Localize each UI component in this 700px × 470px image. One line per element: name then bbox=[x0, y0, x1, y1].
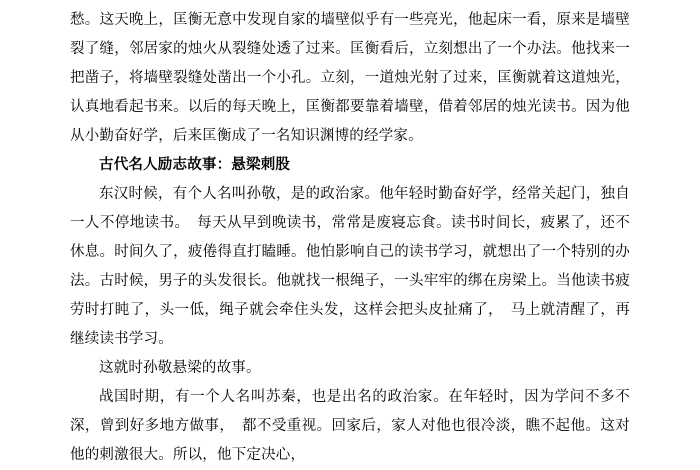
paragraph-sunjing: 东汉时候，有个人名叫孙敬，是的政治家。他年轻时勤奋好学，经常关起门，独自一人不停地读书。 每天从早到晚读书，常常是废寝忘食。读书时间长，疲累了，还不休息。时间久了，疲倦得直打瞌睡。他怕影响自己的读书学习，就想出了一个特别的办法。古时候，男子的头发很长。他就找一根绳子，一头牢牢的绑在房梁上。当他读书疲劳时打盹了，头一低，绳子就会牵住头发，这样会把头皮扯痛了， 马上就清醒了，再继续读书学习。 bbox=[70, 186, 630, 347]
section-heading: 古代名人励志故事：悬梁刺股 bbox=[99, 157, 291, 173]
paragraph-sunjing-summary: 这就时孙敬悬梁的故事。 bbox=[99, 360, 261, 376]
paragraph-suqin: 战国时期，有一个人名叫苏秦，也是出名的政治家。在年轻时，因为学问不多不深，曾到好多地方做事， 都不受重视。回家后，家人对他也很冷淡，瞧不起他。这对他的刺激很大。所以，他下定决心， bbox=[70, 389, 630, 463]
document-body bbox=[70, 6, 630, 470]
paragraph-opening: 愁。这天晚上，匡衡无意中发现自家的墙壁似乎有一些亮光，他起床一看，原来是墙壁裂了缝，邻居家的烛火从裂缝处透了过来。匡衡看后，立刻想出了一个办法。他找来一把凿子，将墙壁裂缝处凿出一个小孔。立刻，一道烛光射了过来，匡衡就着这道烛光，认真地看起书来。以后的每天晚上，匡衡都要靠着墙壁，借着邻居的烛光读书。因为他从小勤奋好学，后来匡衡成了一名知识渊博的经学家。 bbox=[70, 12, 630, 144]
